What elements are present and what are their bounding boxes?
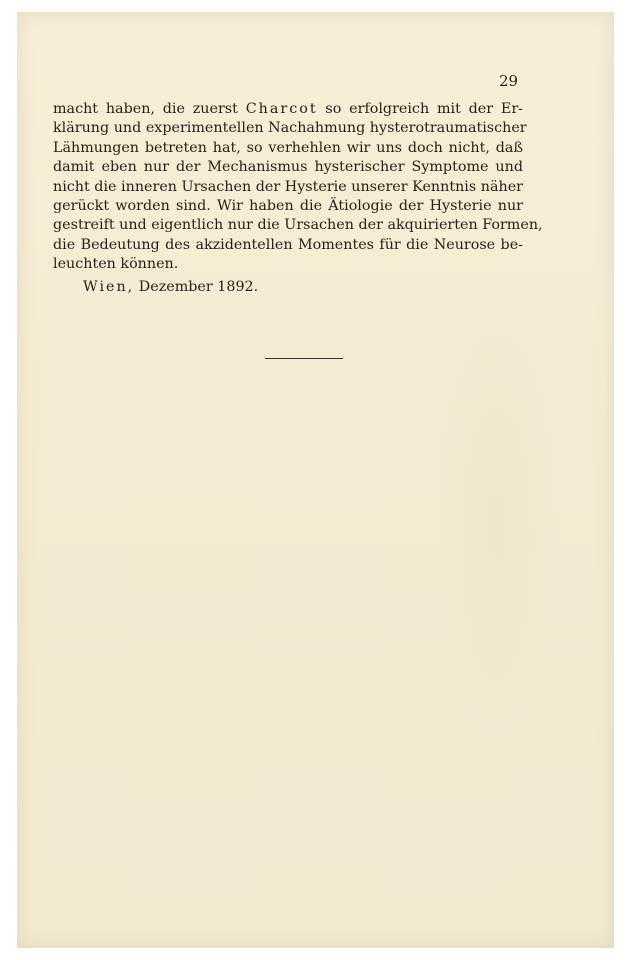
signoff-place: Wien, [83, 278, 135, 295]
text-line-5: nicht die inneren Ursachen der Hysterie unserer Kenntnis näher [53, 178, 523, 195]
book-page [17, 12, 614, 948]
text-line-1: macht haben, die zuerst Charcot so erfolgreich mit der Er- [53, 101, 524, 117]
text-line-9: leuchten können. [53, 256, 179, 273]
text-line-4: damit eben nur der Mechanismus hysterischer Symptome und [53, 159, 523, 176]
text-line-6: gerückt worden sind. Wir haben die Ätiologie der Hysterie nur [53, 198, 523, 215]
text-line-8: die Bedeutung des akzidentellen Momentes für die Neurose be- [53, 236, 523, 253]
signoff [83, 278, 523, 297]
body-paragraph [53, 100, 543, 297]
name-charcot: Charcot [245, 101, 318, 117]
text-line-7: gestreift und eigentlich nur die Ursachen der akquirierten Formen, [53, 217, 543, 234]
page-number: 29 [499, 72, 519, 90]
section-end-rule [265, 358, 343, 359]
show-through-shadow [437, 292, 557, 752]
text-line-3: Lähmungen betreten hat, so verhehlen wir uns doch nicht, daß [53, 139, 523, 156]
signoff-date: Dezember 1892. [138, 278, 259, 295]
text-line-2: klärung und experimentellen Nachahmung hysterotraumatischer [53, 120, 527, 137]
